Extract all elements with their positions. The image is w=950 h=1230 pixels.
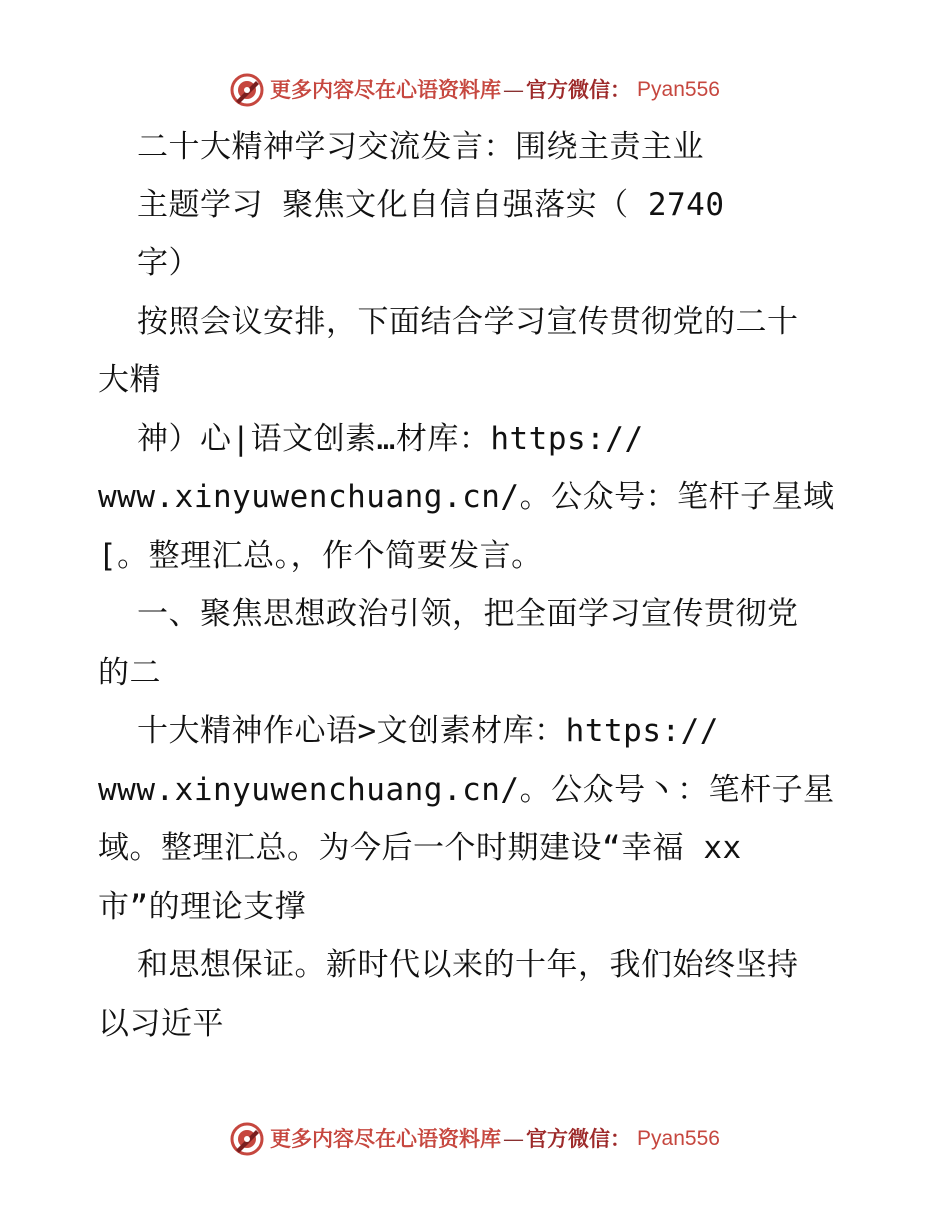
banner-separator: — [503, 78, 525, 102]
banner-wechat-label: 官方微信： [526, 77, 632, 102]
banner-separator: — [503, 1127, 525, 1151]
paragraph-line: 域。整理汇总。为今后一个时期建设“幸福 xx [98, 830, 742, 866]
banner-text: 更多内容尽在心语资料库 [270, 77, 502, 102]
title-line-2: 主题学习 聚焦文化自信自强落实（ 2740 [137, 187, 725, 223]
paragraph-line: 十大精神作心语>文创素材库：https:// [137, 713, 719, 749]
paragraph-line: 以习近平 [98, 1006, 224, 1042]
paragraph-line: www.xinyuwenchuang.cn/。公众号：笔杆子星域 [98, 479, 835, 515]
paragraph-line: 按照会议安排，下面结合学习宣传贯彻党的二十 [137, 304, 799, 340]
paragraph-line: 的二 [98, 655, 161, 691]
banner-wechat-id: Pyan556 [637, 78, 720, 101]
paragraph-line: 市”的理论支撑 [98, 889, 307, 925]
pen-logo-icon [230, 73, 264, 107]
banner-text: 更多内容尽在心语资料库 [270, 1126, 502, 1151]
footer-banner [0, 1119, 950, 1159]
paragraph-line: 大精 [98, 362, 161, 398]
section-heading-line: 一、聚焦思想政治引领，把全面学习宣传贯彻党 [137, 596, 799, 632]
banner-wechat-label: 官方微信： [526, 1126, 632, 1151]
title-line-1: 二十大精神学习交流发言：围绕主责主业 [137, 129, 704, 165]
banner-wechat-id: Pyan556 [637, 1127, 720, 1150]
paragraph-line: [。整理汇总。，作个简要发言。 [98, 538, 543, 574]
pen-logo-icon [230, 1122, 264, 1156]
paragraph-line: 神）心|语文创素…材库：https:// [137, 421, 644, 457]
title-line-3: 字） [137, 245, 200, 281]
paragraph-line: www.xinyuwenchuang.cn/。公众号丶：笔杆子星 [98, 772, 835, 808]
paragraph-line: 和思想保证。新时代以来的十年，我们始终坚持 [137, 947, 799, 983]
header-banner [0, 70, 950, 110]
